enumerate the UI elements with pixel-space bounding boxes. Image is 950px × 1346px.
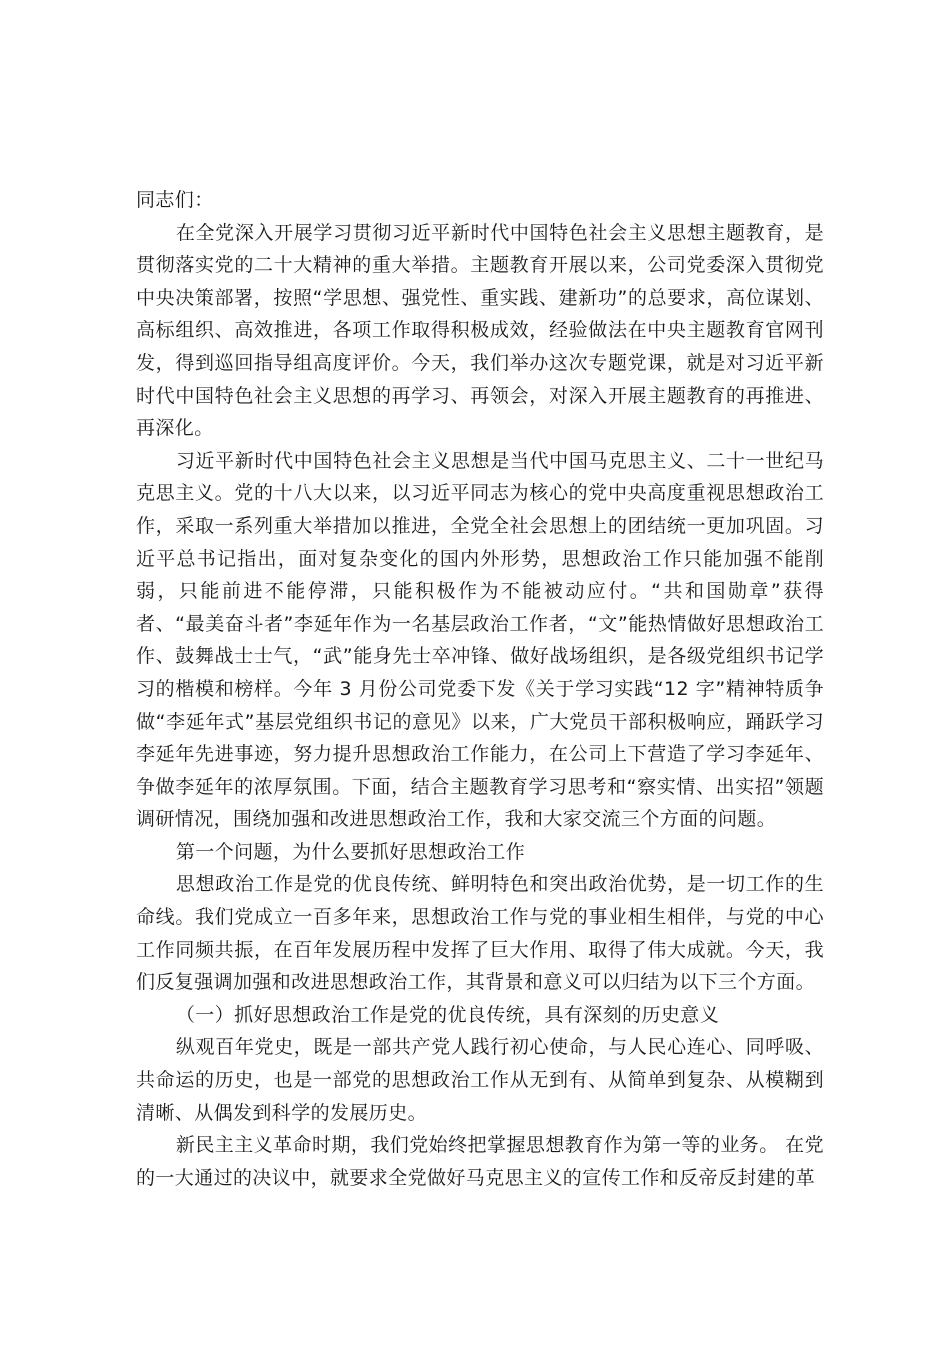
subsection-heading-one: （一）抓好思想政治工作是党的优良传统，具有深刻的历史意义 [175, 1003, 720, 1026]
salutation: 同志们： [136, 189, 214, 211]
paragraph-intro: 在全党深入开展学习贯彻习近平新时代中国特色社会主义思想主题教育，是贯彻落实党的二十大精神的重大举措。主题教育开展以来，公司党委深入贯彻党中央决策部署，按照“学思想、强党性、重实践、建新功”的总要求，高位谋划、高标组织、高效推进，各项工作取得积极成效，经验做法在中央主题教育官网刊发，得到巡回指导组高度评价。今天，我们举办这次专题党课，就是对习近平新时代中国特色社会主义思想的再学习、再领会，对深入开展主题教育的再推进、再深化。 [136, 221, 824, 440]
paragraph-thought: 习近平新时代中国特色社会主义思想是当代中国马克思主义、二十一世纪马克思主义。党的十八大以来，以习近平同志为核心的党中央高度重视思想政治工作，采取一系列重大举措加以推进，全党全社会思想上的团结统一更加巩固。习近平总书记指出，面对复杂变化的国内外形势，思想政治工作只能加强不能削弱，只能前进不能停滞，只能积极作为不能被动应付。“共和国勋章”获得者、“最美奋斗者”李延年作为一名基层政治工作者，“文”能热情做好思想政治工作、鼓舞战士士气，“武”能身先士卒冲锋、做好战场组织，是各级党组织书记学习的楷模和榜样。今年 3 月份公司党委下发《关于学习实践“12 字”精神特质争做“李延年式”基层党组织书记的意见》以来，广大党员干部积极响应，踊跃学习李延年先进事迹，努力提升思想政治工作能力，在公司上下营造了学习李延年、争做李延年的浓厚氛围。下面，结合主题教育学习思考和“察实情、出实招”领题调研情况，围绕加强和改进思想政治工作，我和大家交流三个方面的问题。 [136, 449, 824, 831]
paragraph-new-democratic-revolution: 新民主主义革命时期，我们党始终把掌握思想教育作为第一等的业务。 在党的一大通过的决议中，就要求全党做好马克思主义的宣传工作和反帝反封建的革 [136, 1134, 824, 1189]
section-heading-first-question: 第一个问题，为什么要抓好思想政治工作 [175, 840, 526, 863]
paragraph-party-history: 纵观百年党史，既是一部共产党人践行初心使命，与人民心连心、同呼吸、共命运的历史，也是一部党的思想政治工作从无到有、从简单到复杂、从模糊到清晰、从偶发到科学的发展历史。 [136, 1036, 824, 1124]
document-body [136, 184, 824, 1194]
paragraph-lifeline: 思想政治工作是党的优良传统、鲜明特色和突出政治优势，是一切工作的生命线。我们党成立一百多年来，思想政治工作与党的事业相生相伴，与党的中心工作同频共振，在百年发展历程中发挥了巨大作用、取得了伟大成就。今天，我们反复强调加强和改进思想政治工作，其背景和意义可以归结为以下三个方面。 [136, 873, 824, 994]
